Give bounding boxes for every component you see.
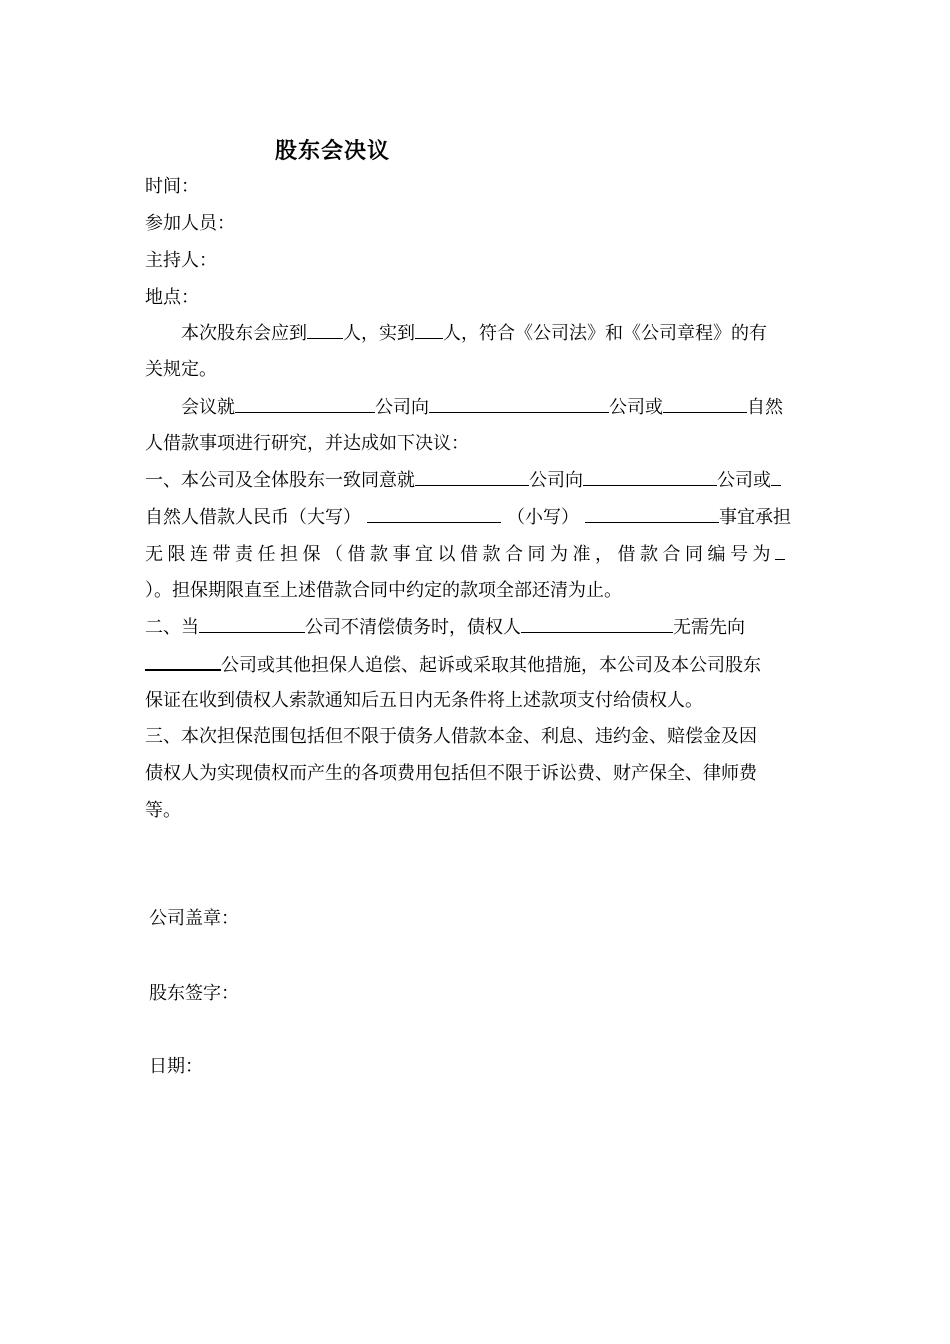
clause-text: 公司或其他担保人追偿、起诉或采取其他措施，本公司及本公司股东 xyxy=(221,655,761,676)
document-title: 股东会决议 xyxy=(274,138,390,164)
blank-lender-company[interactable] xyxy=(583,467,717,486)
field-time: 时间： xyxy=(145,176,199,197)
blank-actual-count[interactable] xyxy=(415,320,443,339)
clause-text: 事宜承担 xyxy=(719,507,791,528)
field-host: 主持人： xyxy=(145,250,217,271)
blank-debtor-company-2[interactable] xyxy=(145,651,221,671)
clause-text: 公司或 xyxy=(717,470,771,491)
intro-line-4: 人借款事项进行研究，并达成如下决议： xyxy=(145,433,469,454)
blank-due-count[interactable] xyxy=(307,320,343,339)
blank-short[interactable] xyxy=(771,467,781,486)
blank-company-2[interactable] xyxy=(429,394,609,413)
field-attendees: 参加人员： xyxy=(145,213,235,234)
clause-text: （小写） xyxy=(507,507,579,528)
date-label: 日期： xyxy=(149,1056,203,1077)
field-place: 地点： xyxy=(145,287,199,308)
blank-creditor[interactable] xyxy=(521,614,673,633)
intro-text: 自然 xyxy=(747,397,783,418)
intro-line-2: 关规定。 xyxy=(145,359,217,380)
clause-text: 二、当 xyxy=(145,617,199,638)
blank-amount-words[interactable] xyxy=(367,504,501,523)
intro-text: 人，符合《公司法》和《公司章程》的有 xyxy=(443,323,767,344)
clause-text: 自然人借款人民币（大写） xyxy=(145,507,361,528)
intro-text: 本次股东会应到 xyxy=(181,323,307,344)
shareholder-signature-label: 股东签字： xyxy=(149,983,239,1004)
clause2-line-2 xyxy=(145,651,761,679)
clause-text: 无需先向 xyxy=(673,617,745,638)
clause-text: 一、本公司及全体股东一致同意就 xyxy=(145,470,415,491)
intro-line-1 xyxy=(181,320,767,347)
intro-text: 会议就 xyxy=(181,397,235,418)
clause-text: 公司不清偿债务时，债权人 xyxy=(305,617,521,638)
clause3-line-1: 三、本次担保范围包括但不限于债务人借款本金、利息、违约金、赔偿金及因 xyxy=(145,726,757,747)
blank-company-1[interactable] xyxy=(235,394,375,413)
clause2-line-1 xyxy=(145,614,745,641)
blank-person[interactable] xyxy=(663,394,747,413)
blank-debtor-company[interactable] xyxy=(199,614,305,633)
intro-text: 公司向 xyxy=(375,397,429,418)
clause1-line-1 xyxy=(145,467,781,494)
clause3-line-2: 债权人为实现债权而产生的各项费用包括但不限于诉讼费、财产保全、律师费 xyxy=(145,763,757,784)
intro-text: 人，实到 xyxy=(343,323,415,344)
clause1-line-3 xyxy=(145,541,785,568)
blank-contract-no[interactable] xyxy=(775,541,785,560)
clause2-line-3: 保证在收到债权人索款通知后五日内无条件将上述款项支付给债权人。 xyxy=(145,690,703,711)
clause1-line-4: ）。担保期限直至上述借款合同中约定的款项全部还清为止。 xyxy=(145,580,622,601)
clause3-line-3: 等。 xyxy=(145,800,181,821)
intro-line-3 xyxy=(181,394,783,421)
blank-amount-figures[interactable] xyxy=(585,504,719,523)
clause-text: 公司向 xyxy=(529,470,583,491)
clause1-line-2 xyxy=(145,504,791,531)
blank-guarantee-company[interactable] xyxy=(415,467,529,486)
intro-text: 公司或 xyxy=(609,397,663,418)
clause-text: 无限连带责任担保（借款事宜以借款合同为准，借款合同编号为 xyxy=(145,544,775,565)
company-seal-label: 公司盖章： xyxy=(149,908,239,929)
